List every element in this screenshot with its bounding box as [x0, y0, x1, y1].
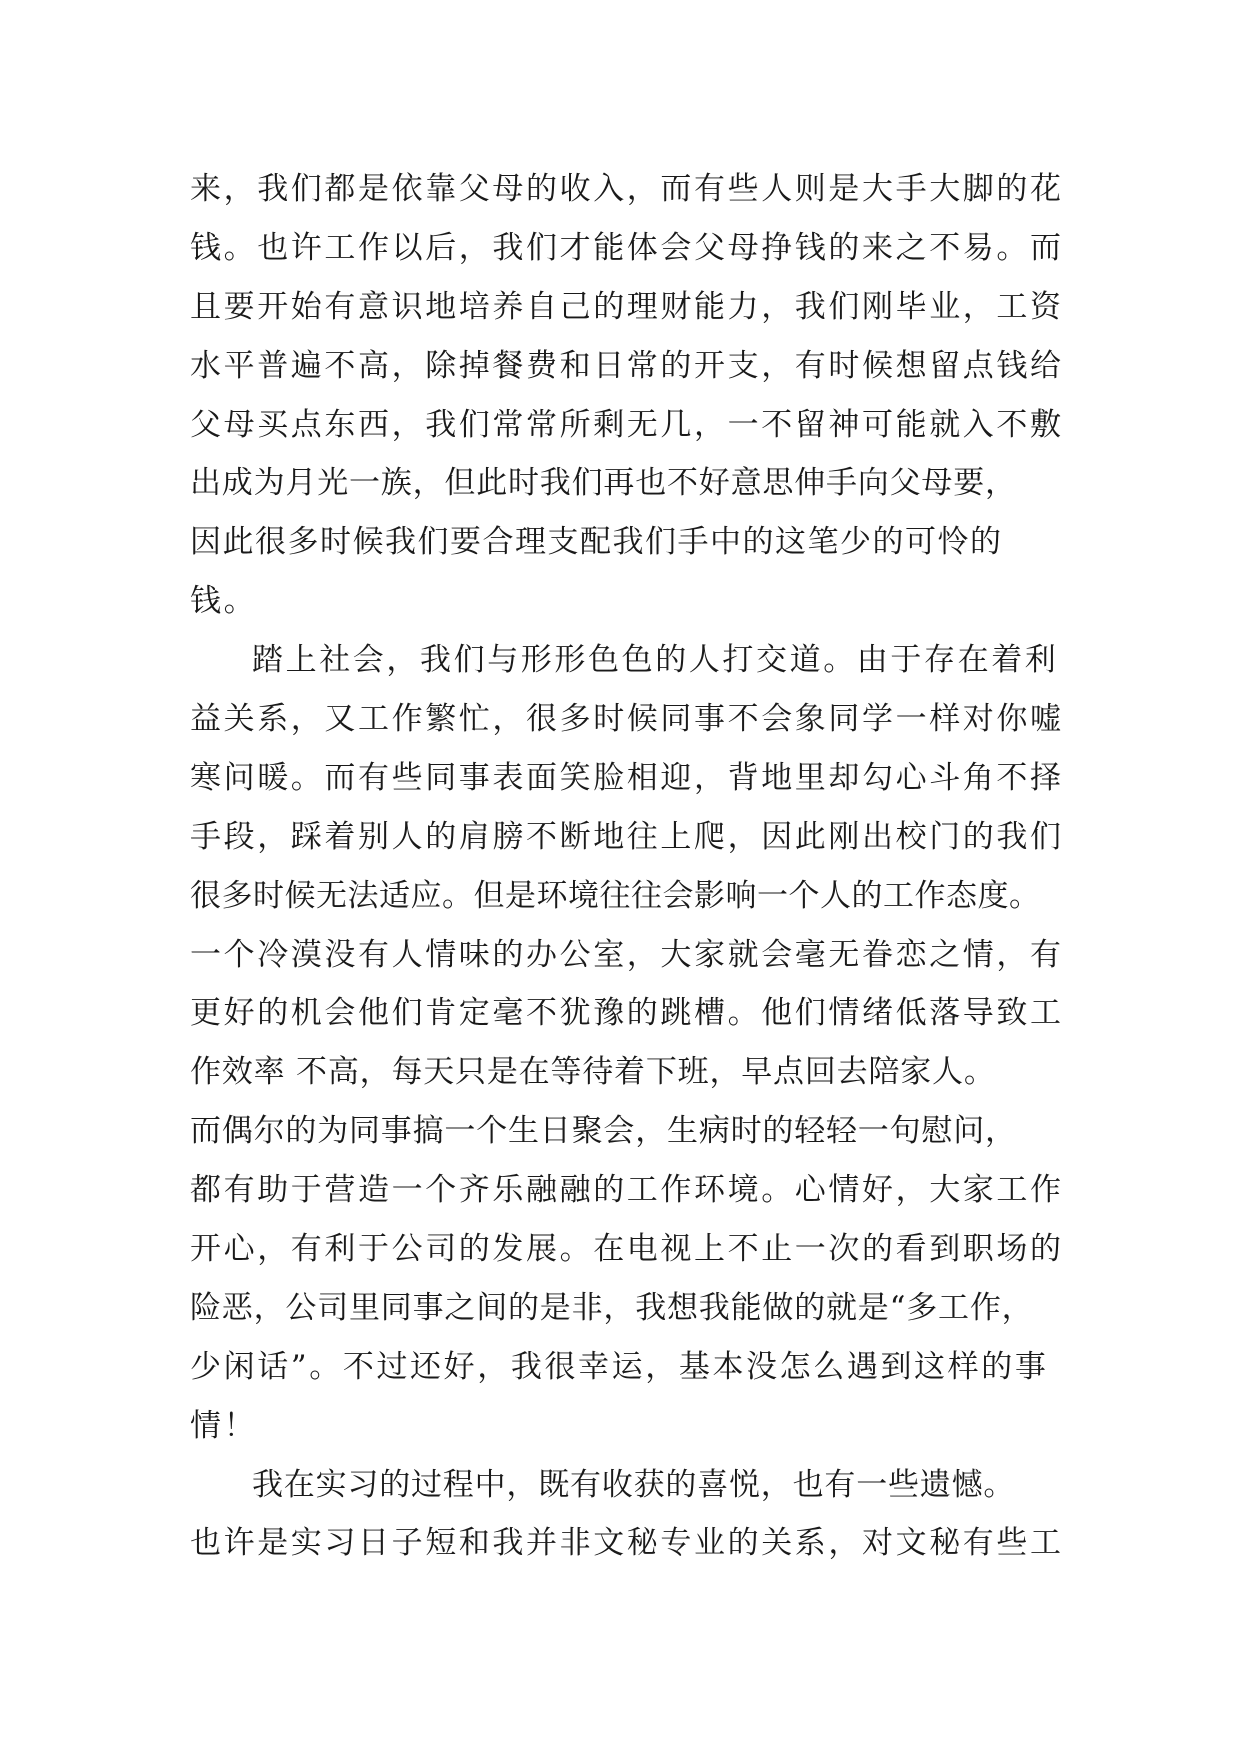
text-line: 都有助于营造一个齐乐融融的工作环境。心情好，大家工作 [190, 1172, 1064, 1209]
text-line: 出成为月光一族，但此时我们再也不好意思伸手向父母要， [190, 465, 1017, 502]
text-line: 寒问暖。而有些同事表面笑脸相迎，背地里却勾心斗角不择 [190, 759, 1064, 796]
text-line: 而偶尔的为同事搞一个生日聚会，生病时的轻轻一句慰问， [190, 1113, 1017, 1150]
text-line: 钱。也许工作以后，我们才能体会父母挣钱的来之不易。而 [190, 229, 1064, 266]
text-line: 益关系，又工作繁忙，很多时候同事不会象同学一样对你嘘 [190, 701, 1064, 738]
text-line: 险恶，公司里同事之间的是非，我想我能做的就是“多工作， [190, 1289, 1034, 1326]
text-line: 父母买点东西，我们常常所剩无几，一不留神可能就入不敷 [190, 406, 1064, 443]
text-line: 一个冷漠没有人情味的办公室，大家就会毫无眷恋之情，有 [190, 936, 1064, 973]
body-text [190, 160, 1070, 1573]
text-line: 少闲话”。不过还好，我很幸运，基本没怎么遇到这样的事 [190, 1348, 1049, 1385]
text-line: 很多时候无法适应。但是环境往往会影响一个人的工作态度。 [190, 877, 1041, 914]
paragraph-start-line: 踏上社会，我们与形形色色的人打交道。由于存在着利 [252, 642, 1059, 679]
text-line: 更好的机会他们肯定毫不犹豫的跳槽。他们情绪低落导致工 [190, 995, 1064, 1032]
text-line: 水平普遍不高，除掉餐费和日常的开支，有时候想留点钱给 [190, 347, 1064, 384]
text-line: 来，我们都是依靠父母的收入，而有些人则是大手大脚的花 [190, 171, 1064, 207]
text-line: 也许是实习日子短和我并非文秘专业的关系，对文秘有些工 [190, 1525, 1064, 1562]
text-line: 开心，有利于公司的发展。在电视上不止一次的看到职场的 [190, 1231, 1064, 1268]
paragraph-start-line: 我在实习的过程中，既有收获的喜悦，也有一些遗憾。 [252, 1466, 1016, 1503]
text-line: 情！ [190, 1407, 258, 1444]
text-line: 手段，踩着别人的肩膀不断地往上爬，因此刚出校门的我们 [190, 818, 1064, 855]
text-line: 因此很多时候我们要合理支配我们手中的这笔少的可怜的 [190, 524, 1003, 561]
text-line: 作效率 不高，每天只是在等待着下班，早点回去陪家人。 [190, 1054, 996, 1091]
text-line: 且要开始有意识地培养自己的理财能力，我们刚毕业，工资 [190, 288, 1064, 325]
text-line: 钱。 [190, 583, 258, 620]
